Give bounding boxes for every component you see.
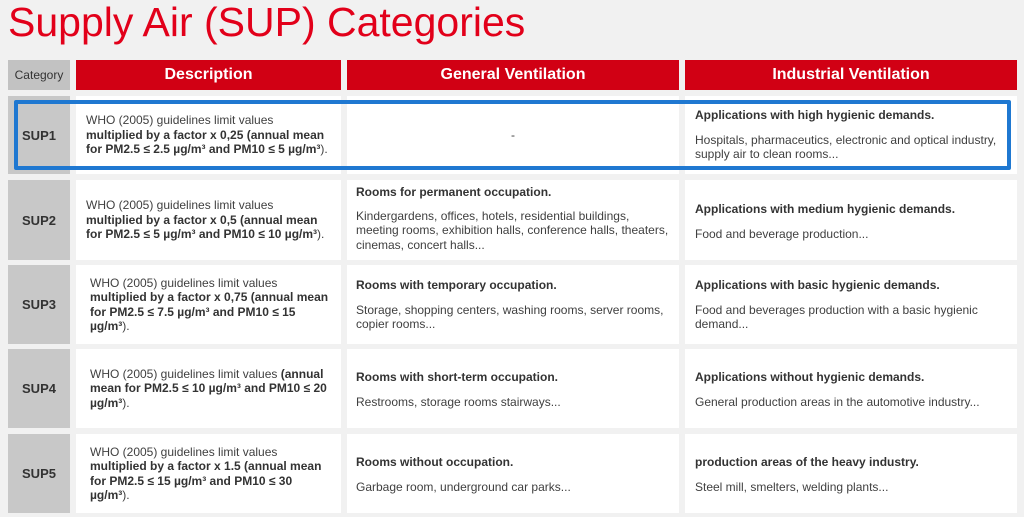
general-text: Restrooms, storage rooms stairways... (356, 394, 561, 409)
description-plain: WHO (2005) guidelines limit values (86, 113, 274, 128)
industrial-ventilation-cell (685, 349, 1017, 428)
description-cell (76, 96, 341, 174)
description-tail: ). (122, 395, 130, 410)
description-cell (76, 265, 341, 344)
industrial-title: Applications with basic hygienic demands. (695, 278, 940, 292)
industrial-text: Food and beverages production with a basic hygienic demand... (695, 302, 978, 331)
general-title: Rooms with short-term occupation. (356, 370, 559, 384)
category-cell: SUP4 (8, 349, 70, 428)
industrial-text: Steel mill, smelters, welding plants... (695, 479, 889, 494)
header-industrial-ventilation: Industrial Ventilation (685, 60, 1017, 90)
general-ventilation-cell (347, 349, 679, 428)
industrial-text: Food and beverage production... (695, 226, 869, 241)
industrial-title: production areas of the heavy industry. (695, 455, 919, 469)
description-bold: multiplied by a factor x 1.5 (annual mean for PM2.5 ≤ 15 µg/m³ and PM10 ≤ 30 µg/m³ (90, 459, 322, 502)
header-category: Category (8, 60, 70, 90)
general-title: Rooms for permanent occupation. (356, 185, 552, 199)
category-cell: SUP5 (8, 434, 70, 513)
industrial-ventilation-cell (685, 434, 1017, 513)
description-tail: ). (122, 319, 130, 333)
category-cell: SUP1 (8, 96, 70, 174)
general-ventilation-cell (347, 265, 679, 344)
description-cell (76, 349, 341, 428)
description-bold: multiplied by a factor x 0,25 (annual mean for PM2.5 ≤ 2.5 µg/m³ and PM10 ≤ 5 µg/m³ (86, 127, 325, 157)
general-ventilation-cell (347, 96, 679, 174)
general-ventilation-cell (347, 180, 679, 260)
description-tail: ). (122, 488, 130, 502)
industrial-ventilation-cell (685, 180, 1017, 260)
page-title: Supply Air (SUP) Categories (8, 0, 526, 45)
general-text: - (511, 127, 515, 142)
header-description: Description (76, 60, 341, 90)
header-general-ventilation: General Ventilation (347, 60, 679, 90)
description-bold: multiplied by a factor x 0,75 (annual mean for PM2.5 ≤ 7.5 µg/m³ and PM10 ≤ 15 µg/m³ (90, 290, 329, 333)
description-cell (76, 180, 341, 260)
industrial-title: Applications without hygienic demands. (695, 370, 925, 384)
general-text: Storage, shopping centers, washing rooms, server rooms, copier rooms... (356, 302, 664, 331)
industrial-text: Hospitals, pharmaceutics, electronic and optical industry, supply air to clean rooms... (695, 132, 997, 161)
description-plain: WHO (2005) guidelines limit values (90, 366, 278, 381)
industrial-text: General production areas in the automotive industry... (695, 394, 980, 409)
description-bold: multiplied by a factor x 0,5 (annual mean for PM2.5 ≤ 5 µg/m³ and PM10 ≤ 10 µg/m³ (86, 212, 318, 242)
description-tail: ). (320, 142, 328, 157)
description-bold: (annual mean for PM2.5 ≤ 10 µg/m³ and PM10 ≤ 20 µg/m³ (90, 366, 327, 410)
category-cell: SUP2 (8, 180, 70, 260)
description-cell (76, 434, 341, 513)
general-ventilation-cell (347, 434, 679, 513)
category-cell: SUP3 (8, 265, 70, 344)
description-plain: WHO (2005) guidelines limit values (90, 444, 278, 459)
industrial-ventilation-cell (685, 265, 1017, 344)
description-tail: ). (317, 227, 325, 242)
description-plain: WHO (2005) guidelines limit values (90, 275, 278, 290)
general-text: Garbage room, underground car parks... (356, 479, 571, 494)
industrial-ventilation-cell (685, 96, 1017, 174)
description-plain: WHO (2005) guidelines limit values (86, 198, 274, 213)
general-title: Rooms without occupation. (356, 455, 514, 469)
industrial-title: Applications with medium hygienic demands. (695, 202, 956, 216)
industrial-title: Applications with high hygienic demands. (695, 108, 935, 122)
general-title: Rooms with temporary occupation. (356, 278, 557, 292)
general-text: Kindergardens, offices, hotels, residential buildings, meeting rooms, exhibition halls, conference halls, theaters, cinemas, concert halls... (356, 208, 669, 252)
